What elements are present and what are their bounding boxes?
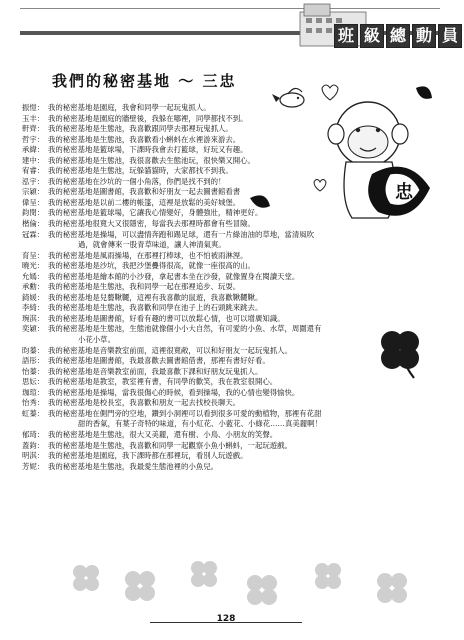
student-name: 宥睿： (22, 166, 45, 176)
entry-line (22, 409, 432, 420)
entry-line (22, 145, 432, 156)
clover-icon (370, 322, 430, 382)
entry-line (22, 272, 432, 283)
student-name: 承勳： (22, 282, 45, 292)
entry-line (22, 208, 432, 219)
entry-text: 我的秘密基地是音樂教室前面，這裡很寬敞，可以和好朋友一起玩鬼抓人。 (48, 345, 292, 355)
entry-text: 我的秘密基地在側門旁的空地，鑽到小洞裡可以看到很多可愛的動植物，那裡有花甜 (48, 408, 322, 418)
entry-line (22, 430, 432, 441)
entry-line (22, 303, 432, 314)
entry-text: 我的秘密基地是繪本館的小沙發，拿起書本坐在沙發，就像置身在閱讀天堂。 (48, 271, 300, 281)
entry-line (22, 124, 432, 135)
entry-text: 我的秘密基地是籃球場，下課時我會去打籃球，好玩又有趣。 (48, 145, 248, 155)
entry-text: 我的秘密基地是圖書館，我最喜歡去圖書館借書，那裡有書好好看。 (48, 356, 270, 366)
student-name: 明淇： (22, 451, 45, 461)
student-name: 錡媛： (22, 292, 45, 302)
entry-line (22, 240, 432, 251)
student-name: 楷倫： (22, 219, 45, 229)
banner-char: 班 (334, 24, 358, 48)
entry-text: 我的秘密基地是操場，當我很傷心的時候，看到操場，我的心情也變得愉快。 (48, 387, 300, 397)
entry-text: 我的秘密基地是生態池，我最愛生態池裡的小魚兒。 (48, 461, 218, 471)
student-name: 建中： (22, 155, 45, 165)
student-name: 軒齊： (22, 124, 45, 134)
banner-char: 動 (412, 24, 436, 48)
entry-line (22, 103, 432, 114)
entry-text: 我的秘密基地是風雨操場，在那裡打棒球，也不怕被雨淋溼。 (48, 250, 248, 260)
entry-text: 我的秘密基地是生態池，我喜歡跟同學去那裡玩鬼抓人。 (48, 124, 233, 134)
seal-glyph: 忠 (395, 182, 413, 203)
student-name: 承緯： (22, 145, 45, 155)
entry-text: 我的秘密基地是圖書館，我喜歡和好朋友一起去圖書館看書 (48, 187, 241, 197)
clover-decoration-row (0, 556, 452, 616)
entry-line (22, 198, 432, 209)
student-name: 允嫣： (22, 271, 45, 281)
entry-text: 我的秘密基地是生態池，我喜歡和同學一起觀察小魚小蝌蚪，一起玩遊戲。 (48, 440, 292, 450)
student-name: 宗穎： (22, 187, 45, 197)
entry-line (22, 282, 432, 293)
student-name: 語彤： (22, 356, 45, 366)
entry-line (22, 230, 432, 241)
entry-text: 我的秘密基地是生態池，我喜歡看小蝌蚪在水裡游來游去。 (48, 134, 241, 144)
entry-text: 我的秘密基地是園庭，我下課時都在那裡玩，看別人玩遊戲。 (48, 451, 248, 461)
student-name: 虹蓁： (22, 408, 45, 418)
entry-line (22, 177, 432, 188)
section-title-banner (334, 24, 464, 46)
entry-line (22, 398, 432, 409)
article-title: 我們的秘密基地 ～ 三忠 (52, 72, 237, 90)
student-name: 奕穎： (22, 324, 45, 334)
banner-char: 總 (386, 24, 410, 48)
student-name: 蓋鈞： (22, 440, 45, 450)
student-name: 冠霖： (22, 229, 45, 239)
heart-icon (322, 85, 338, 100)
entry-text: 我的秘密基地是園庭，我會和同學一起玩鬼抓人。 (48, 103, 211, 112)
entry-line (22, 187, 432, 198)
leaf-icon (416, 86, 432, 99)
entry-text: 我的秘密基地是沙坑，我把沙堡疊得很高，就像一座很高的山。 (48, 261, 255, 271)
student-name: 琬淇： (22, 313, 45, 323)
entry-line (22, 293, 432, 304)
entry-text: 過，就會傳來一股青草味道，讓人神清氣爽。 (78, 240, 226, 250)
entry-line (22, 441, 432, 452)
student-name: 昀蓁： (22, 345, 45, 355)
student-name: 振愷： (22, 103, 45, 112)
entry-line (22, 114, 432, 125)
entry-line (22, 261, 432, 272)
entry-text: 我的秘密基地是生態池，我很喜歡去生態池玩，很快樂又開心。 (48, 155, 255, 165)
entry-line (22, 135, 432, 146)
student-name: 怡秀： (22, 398, 45, 408)
entry-text: 我的秘密基地很寬大又很隱密，每當我去那裡時都會有些冒險。 (48, 219, 255, 229)
student-name: 泓宇： (22, 176, 45, 186)
entry-line (22, 451, 432, 462)
student-name: 珈瑄： (22, 387, 45, 397)
student-name: 偉呈： (22, 197, 45, 207)
page-number: 128 (216, 614, 236, 624)
student-name: 哲宇： (22, 134, 45, 144)
student-name: 芳妮： (22, 461, 45, 471)
entry-text: 小花小草。 (78, 335, 115, 345)
student-name: 育呈： (22, 250, 45, 260)
entry-text: 我的秘密基地是生態池，我和同學一起在那裡追步、玩耍。 (48, 282, 241, 292)
entry-text: 我的秘密基地是生態池，生態池就像個小小大自然，有可愛的小魚、水草，周圍還有 (48, 324, 322, 334)
entry-line (22, 219, 432, 230)
entry-text: 我的秘密基地是籃球場，它讓我心情變好，身體強壯，精神更好。 (48, 208, 263, 218)
entry-text: 我的秘密基地是生態池，我喜歡和同學在池子上的石頭跳來跳去。 (48, 303, 263, 313)
entry-line (22, 388, 432, 399)
entry-text: 甜的香氣，有葉子奇特的味道，有小紅花、小藍花、小綠花……真美麗啊！ (78, 419, 322, 429)
entry-text: 我的秘密基地是生態池，很大又美麗，還有樹、小鳥、小朋友的笑聲。 (48, 429, 278, 439)
student-name: 郁琦： (22, 429, 45, 439)
student-name: 怡蓁： (22, 366, 45, 376)
entry-text: 我的秘密基地是園庭的牆壁後，我躲在哪裡，同學都找不到。 (48, 113, 248, 123)
entry-text: 我的秘密基地是校長室，我喜歡和朋友一起去找校長聊天。 (48, 398, 241, 408)
entry-text: 我的秘密基地是以前二樓的帳篷，這裡是放鬆的美好城堡。 (48, 197, 241, 207)
student-name: 李綺： (22, 303, 45, 313)
entry-text: 我的秘密基地是兒藝鞦韆，這裡有我喜歡的鼠遊，我喜歡鞦韆鞦。 (48, 292, 263, 302)
entry-line (22, 166, 432, 177)
entry-line (22, 462, 432, 473)
entry-line (22, 156, 432, 167)
entry-line (22, 251, 432, 262)
student-name: 思妘： (22, 377, 45, 387)
banner-char: 員 (438, 24, 462, 48)
entry-text: 我的秘密基地是圖書館，好看有趣的書可以放鬆心情，也可以增廣知識。 (48, 313, 285, 323)
student-name: 玉丰： (22, 113, 45, 123)
entry-text: 我的秘密基地在沙坑的一個小角落，你們是找不到的！ (48, 176, 226, 186)
entry-text: 我的秘密基地是音樂教室前面，我最喜歡下課和好朋友玩鬼抓人。 (48, 366, 263, 376)
student-name: 曉光： (22, 261, 45, 271)
student-entries (22, 103, 432, 472)
entry-text: 我的秘密基地是操場，可以盡情奔跑和踢足球，還有一片綠油油的草地，當清風吹 (48, 229, 315, 239)
entry-line (22, 419, 432, 430)
entry-text: 我的秘密基地是生態池，玩躲貓貓時，大家都找不到我。 (48, 166, 233, 176)
entry-text: 我的秘密基地是教室，教室裡有書，有同學的歡笑，我在教室很開心。 (48, 377, 278, 387)
student-name: 鈞閔： (22, 208, 45, 218)
banner-char: 級 (360, 24, 384, 48)
